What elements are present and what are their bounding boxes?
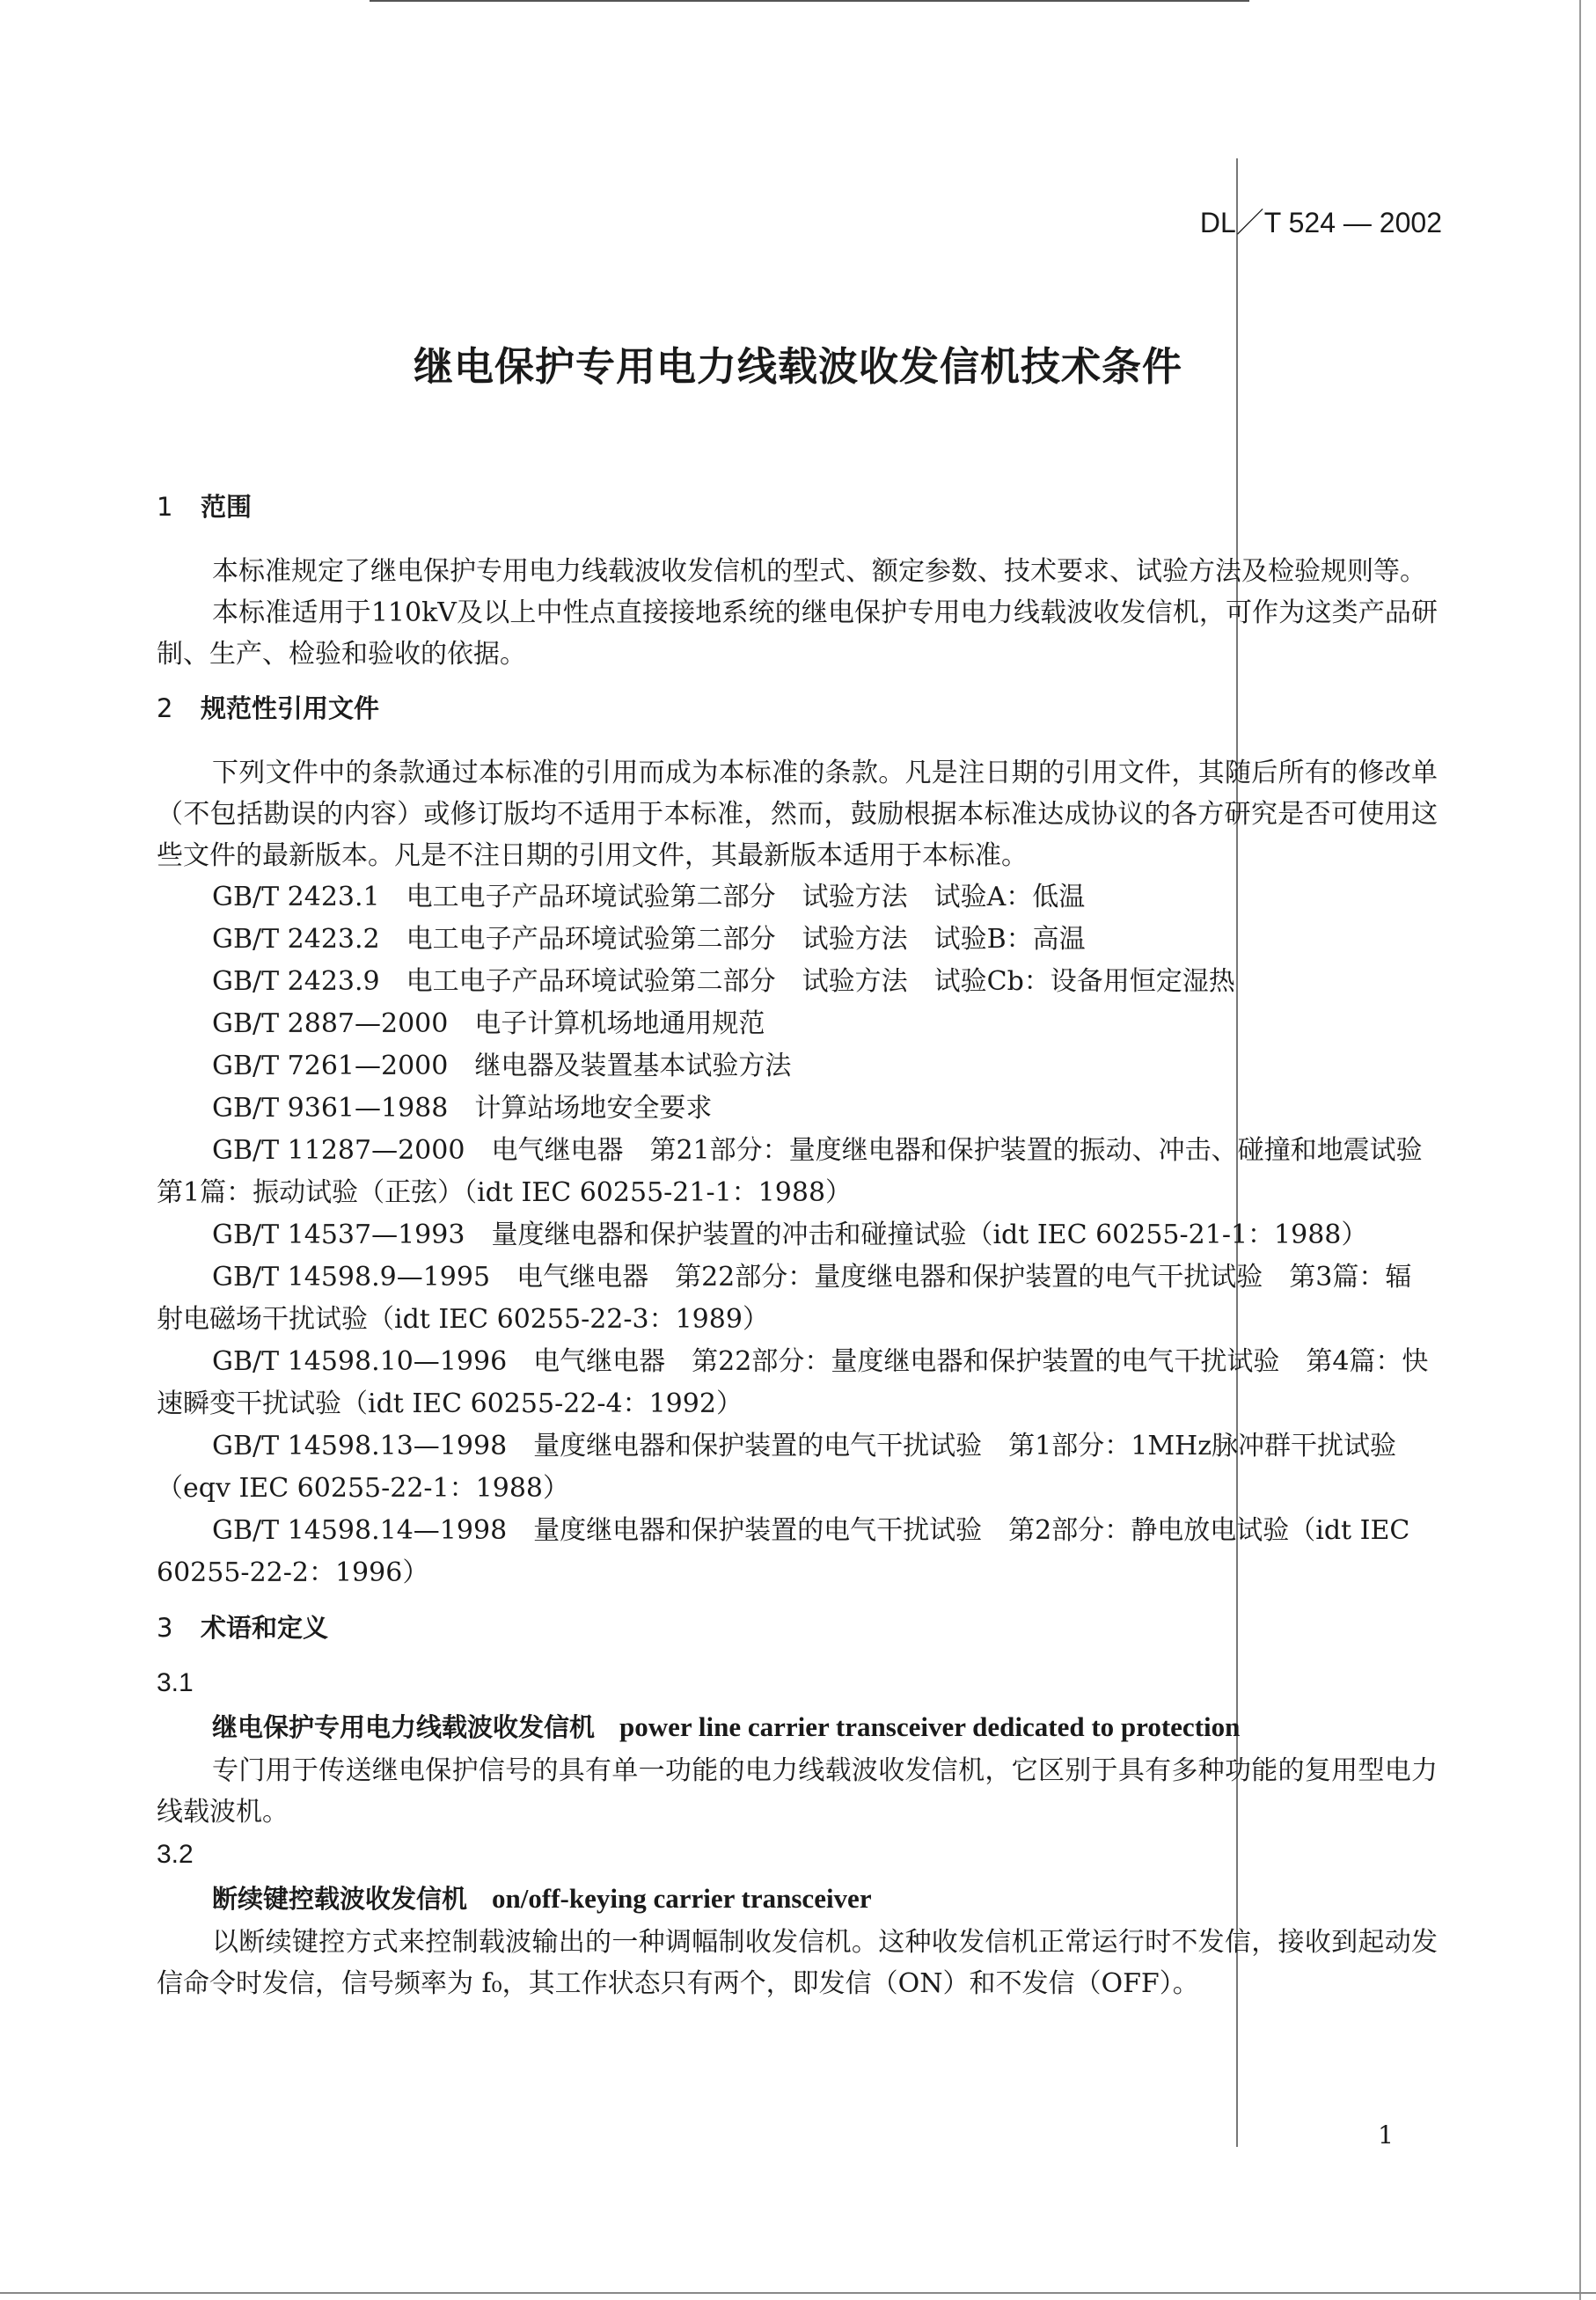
section-3-heading (157, 1607, 1438, 1649)
reference-item: GB/T 2423.9 电工电子产品环境试验第二部分 试验方法 试验Cb：设备用恒定湿热 (212, 966, 1235, 997)
term-number: 3.2 (157, 1840, 194, 1869)
reference-item: GB/T 14598.9—1995 电气继电器 第22部分：量度继电器和保护装置的电气干扰试验 第3篇：辐射电磁场干扰试验（idt IEC 60255-22-3：1989） (157, 1262, 1412, 1335)
reference-item: GB/T 14598.14—1998 量度继电器和保护装置的电气干扰试验 第2部分：静电放电试验（idt IEC 60255-22-2：1996） (157, 1515, 1410, 1588)
document-body (157, 486, 1449, 2004)
section-title: 规范性引用文件 (201, 693, 380, 723)
term-definition: 以断续键控方式来控制载波输出的一种调幅制收发信机。这种收发信机正常运行时不发信，接收到起动发信命令时发信，信号频率为 f₀，其工作状态只有两个，即发信（ON）和不发信（OFF）。 (157, 1927, 1438, 1999)
reference-item: GB/T 9361—1988 计算站场地安全要求 (212, 1093, 713, 1124)
reference-item: GB/T 14598.10—1996 电气继电器 第22部分：量度继电器和保护装置的电气干扰试验 第4篇：快速瞬变干扰试验（idt IEC 60255-22-4：1992） (157, 1346, 1429, 1419)
term-heading (157, 1705, 1438, 1750)
paragraph: 本标准适用于110kV及以上中性点直接接地系统的继电保护专用电力线载波收发信机，可作为这类产品研制、生产、检验和验收的依据。 (157, 597, 1438, 670)
reference-item: GB/T 2423.1 电工电子产品环境试验第二部分 试验方法 试验A：低温 (212, 882, 1086, 912)
reference-item: GB/T 11287—2000 电气继电器 第21部分：量度继电器和保护装置的振动、冲击、碰撞和地震试验 第1篇：振动试验（正弦）（idt IEC 60255-21-1：1988） (157, 1135, 1449, 1208)
reference-item: GB/T 14598.13—1998 量度继电器和保护装置的电气干扰试验 第1部分：1MHz脉冲群干扰试验（eqv IEC 60255-22-1：1988） (157, 1431, 1397, 1504)
reference-item: GB/T 14537—1993 量度继电器和保护装置的冲击和碰撞试验（idt IEC 60255-21-1：1988） (212, 1220, 1368, 1250)
term-chinese: 断续键控载波收发信机 (212, 1884, 468, 1914)
reference-item: GB/T 2423.2 电工电子产品环境试验第二部分 试验方法 试验B：高温 (212, 924, 1086, 955)
standard-code: DL／T 524 — 2002 (1199, 207, 1442, 238)
scan-border-bottom (0, 2292, 1596, 2294)
reference-item: GB/T 7261—2000 继电器及装置基本试验方法 (212, 1051, 792, 1081)
reference-item: GB/T 2887—2000 电子计算机场地通用规范 (212, 1008, 765, 1039)
section-title: 范围 (201, 492, 253, 522)
section-number: 3 (157, 1613, 173, 1643)
scan-top-line (370, 0, 1249, 2)
page-number: 1 (1378, 2121, 1394, 2150)
section-number: 1 (157, 492, 173, 522)
paragraph: 下列文件中的条款通过本标准的引用而成为本标准的条款。凡是注日期的引用文件，其随后所有的修改单（不包括勘误的内容）或修订版均不适用于本标准，然而，鼓励根据本标准达成协议的各方研究是否可使用这些文件的最新版本。凡是不注日期的引用文件，其最新版本适用于本标准。 (157, 758, 1438, 871)
term-definition: 专门用于传送继电保护信号的具有单一功能的电力线载波收发信机，它区别于具有多种功能的复用型电力线载波机。 (157, 1755, 1438, 1828)
term-english: on/off-keying carrier transceiver (492, 1883, 872, 1914)
term-number: 3.1 (157, 1668, 194, 1697)
section-2-heading (157, 687, 1438, 729)
section-title: 术语和定义 (201, 1613, 329, 1643)
section-1-heading (157, 486, 1438, 528)
term-chinese: 继电保护专用电力线载波收发信机 (212, 1712, 596, 1742)
paragraph: 本标准规定了继电保护专用电力线载波收发信机的型式、额定参数、技术要求、试验方法及检验规则等。 (212, 556, 1426, 587)
section-number: 2 (157, 693, 173, 723)
term-english: power line carrier transceiver dedicated to protection (619, 1711, 1241, 1742)
term-heading (157, 1877, 1438, 1922)
document-title: 继电保护专用电力线载波收发信机技术条件 (413, 343, 1182, 390)
